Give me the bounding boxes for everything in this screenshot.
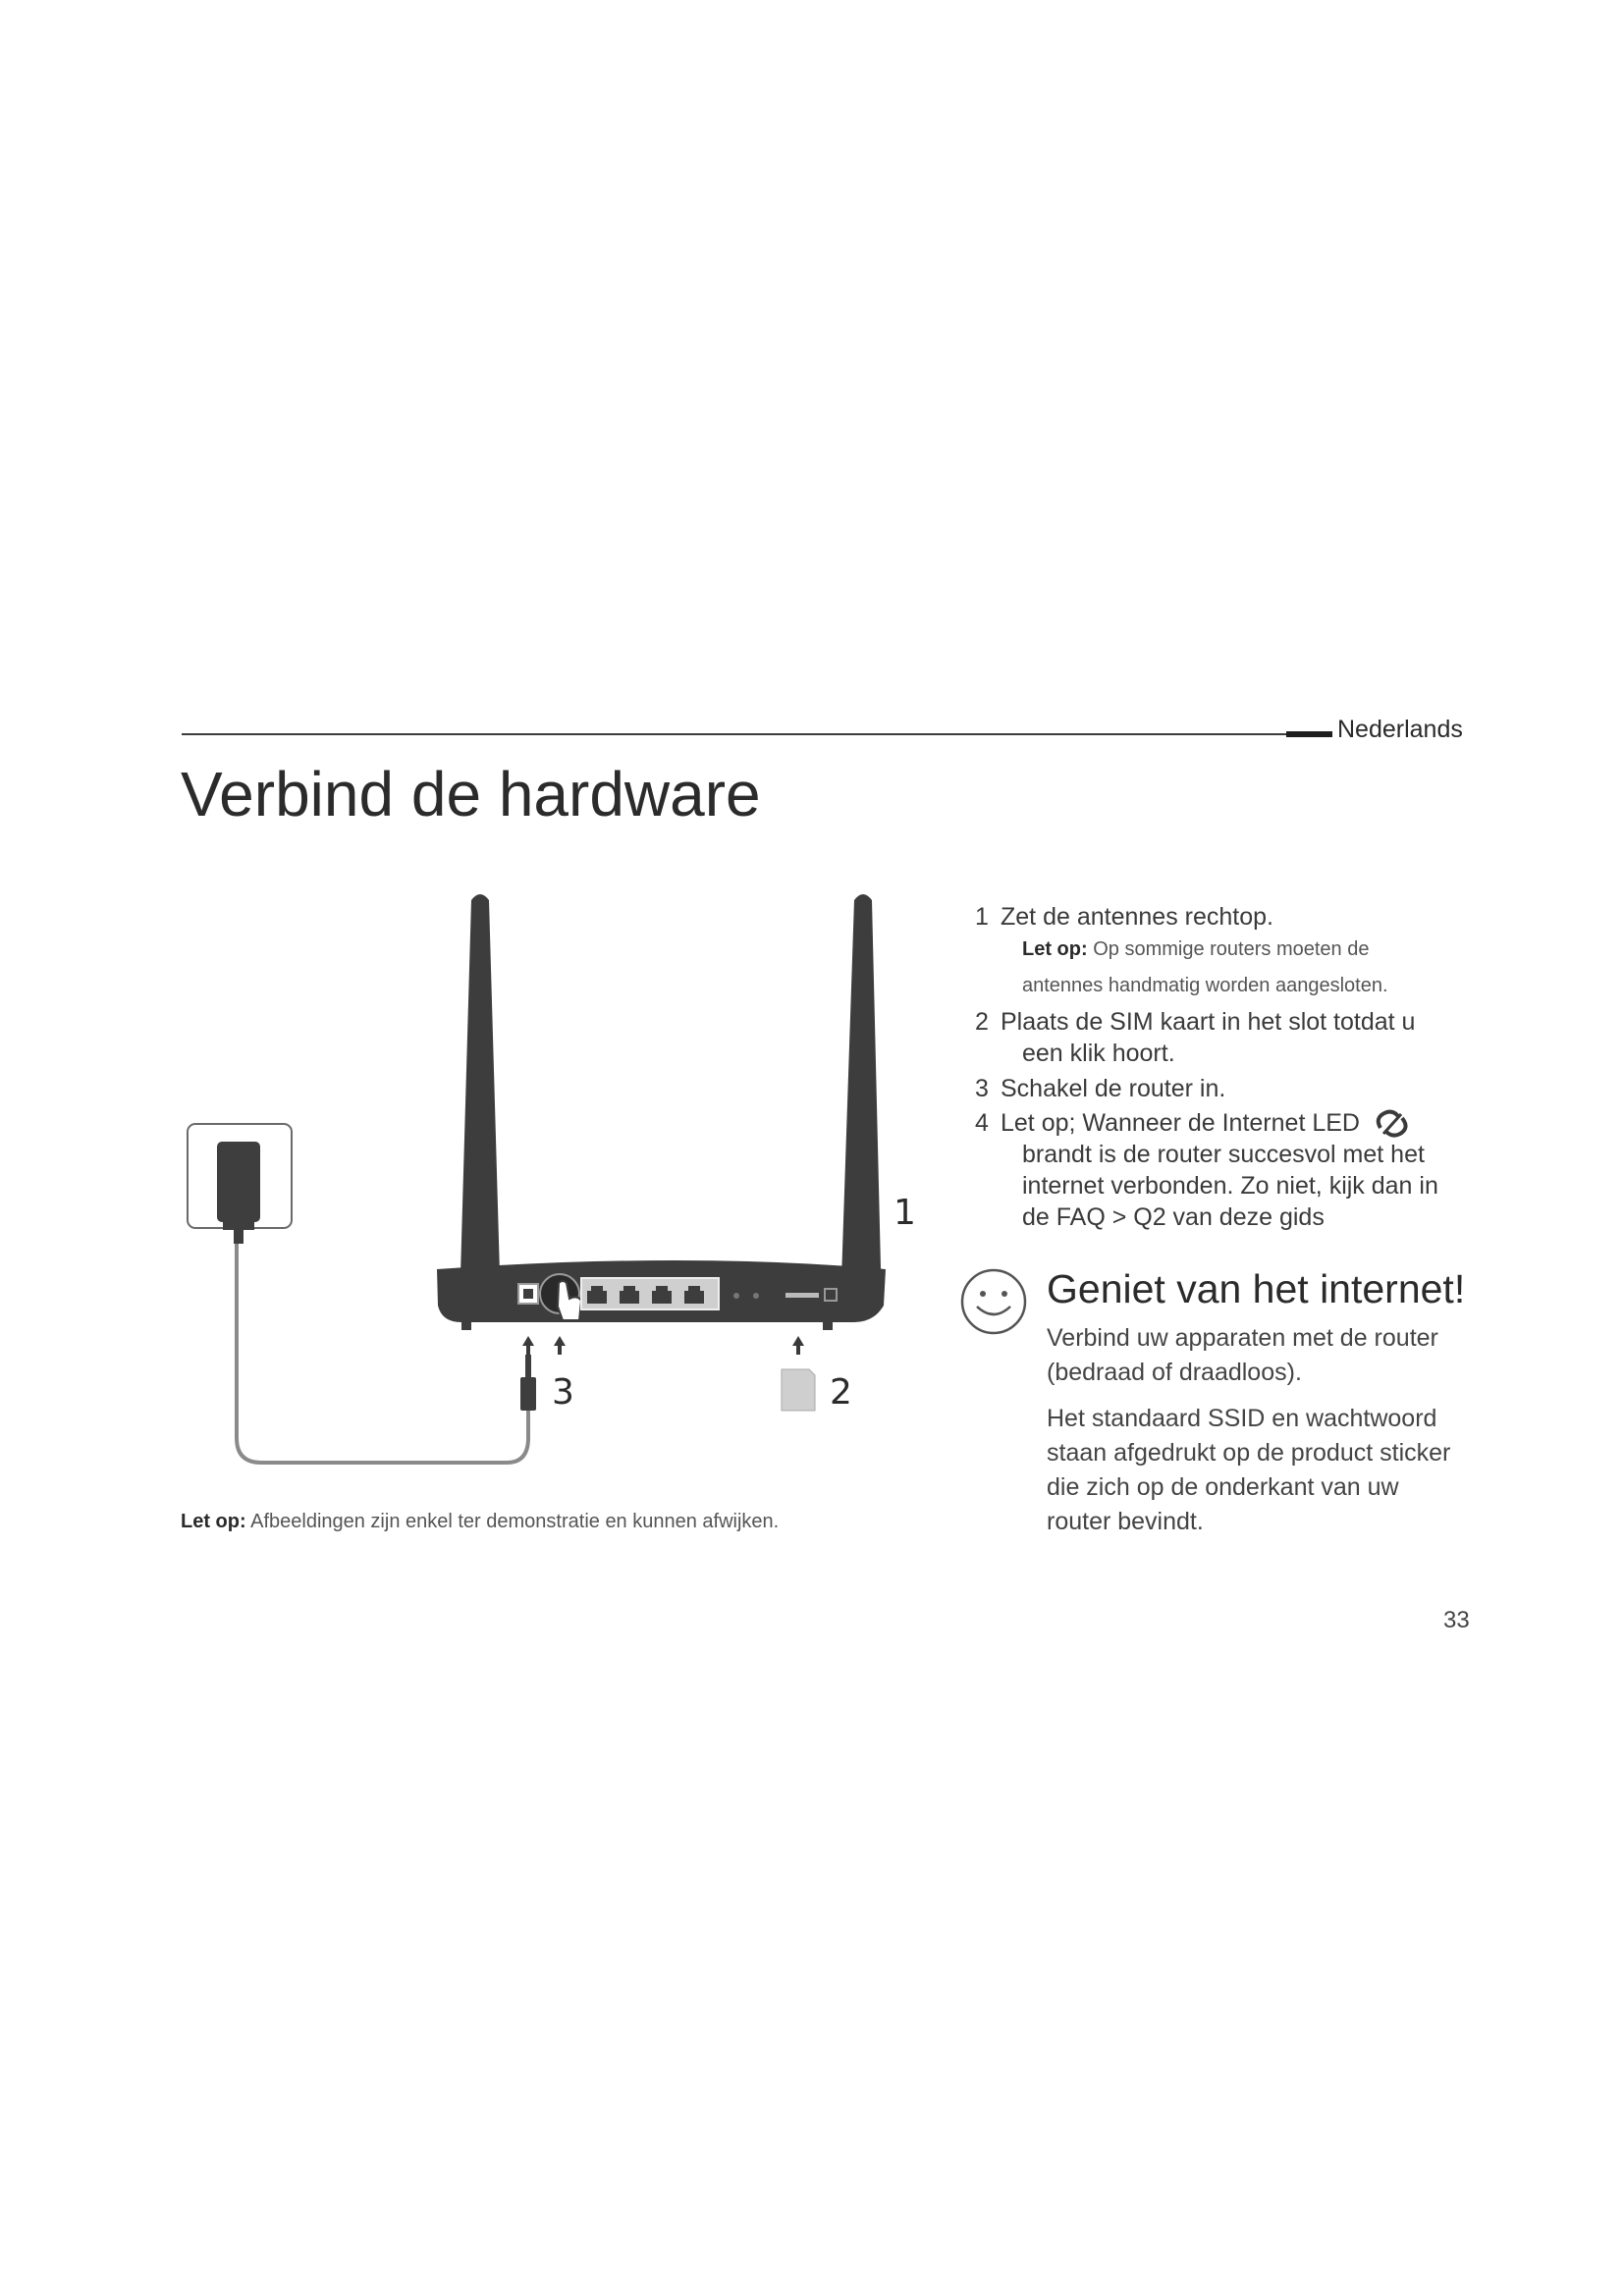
power-outlet-icon bbox=[188, 1124, 292, 1230]
router-connection-illustration bbox=[177, 888, 923, 1487]
step-1-note-line2: antennes handmatig worden aangesloten. bbox=[1022, 975, 1388, 996]
sim-slot bbox=[785, 1293, 819, 1298]
right-antenna bbox=[840, 894, 882, 1308]
step-4-line4: de FAQ > Q2 van deze gids bbox=[1022, 1203, 1325, 1231]
enjoy-p2-line3: die zich op de onderkant van uw bbox=[1047, 1473, 1399, 1501]
page-number: 33 bbox=[1443, 1607, 1470, 1633]
language-label: Nederlands bbox=[1337, 716, 1463, 743]
enjoy-p2-line2: staan afgedrukt op de product sticker bbox=[1047, 1439, 1451, 1467]
power-plug-icon bbox=[520, 1355, 536, 1411]
arrow-up-icon bbox=[522, 1336, 804, 1355]
enjoy-p2-line4: router bevindt. bbox=[1047, 1508, 1204, 1535]
left-antenna bbox=[460, 894, 501, 1308]
enjoy-title: Geniet van het internet! bbox=[1047, 1266, 1466, 1311]
callout-1: 1 bbox=[893, 1193, 916, 1233]
step-4-line2: brandt is de router succesvol met het bbox=[1022, 1141, 1425, 1168]
step-1-note-line1: Let op: Op sommige routers moeten de bbox=[1022, 938, 1370, 960]
enjoy-p1-line1: Verbind uw apparaten met de router bbox=[1047, 1324, 1438, 1352]
step-4: 4 Let op; Wanneer de Internet LED bbox=[975, 1109, 1360, 1137]
step-4-line3: internet verbonden. Zo niet, kijk dan in bbox=[1022, 1172, 1438, 1200]
step-2-line2: een klik hoort. bbox=[1022, 1040, 1175, 1067]
header-rule bbox=[182, 733, 1286, 735]
enjoy-p2-line1: Het standaard SSID en wachtwoord bbox=[1047, 1405, 1437, 1432]
callout-2: 2 bbox=[830, 1372, 852, 1413]
demo-note bbox=[181, 1511, 779, 1533]
page-title: Verbind de hardware bbox=[181, 759, 761, 829]
sim-card-icon bbox=[782, 1369, 815, 1411]
callout-3: 3 bbox=[552, 1372, 574, 1413]
step-1: 1 Zet de antennes rechtop. bbox=[975, 903, 1273, 931]
step-3: 3 Schakel de router in. bbox=[975, 1075, 1226, 1102]
smiley-icon bbox=[959, 1267, 1028, 1336]
step-2: 2 Plaats de SIM kaart in het slot totdat u bbox=[975, 1008, 1416, 1036]
enjoy-p1-line2: (bedraad of draadloos). bbox=[1047, 1359, 1302, 1386]
note-text: Afbeeldingen zijn enkel ter demonstratie en kunnen afwijken. bbox=[245, 1511, 780, 1532]
header-rule-accent bbox=[1286, 731, 1332, 737]
internet-led-icon bbox=[1371, 1106, 1414, 1142]
note-label: Let op: bbox=[181, 1511, 246, 1532]
